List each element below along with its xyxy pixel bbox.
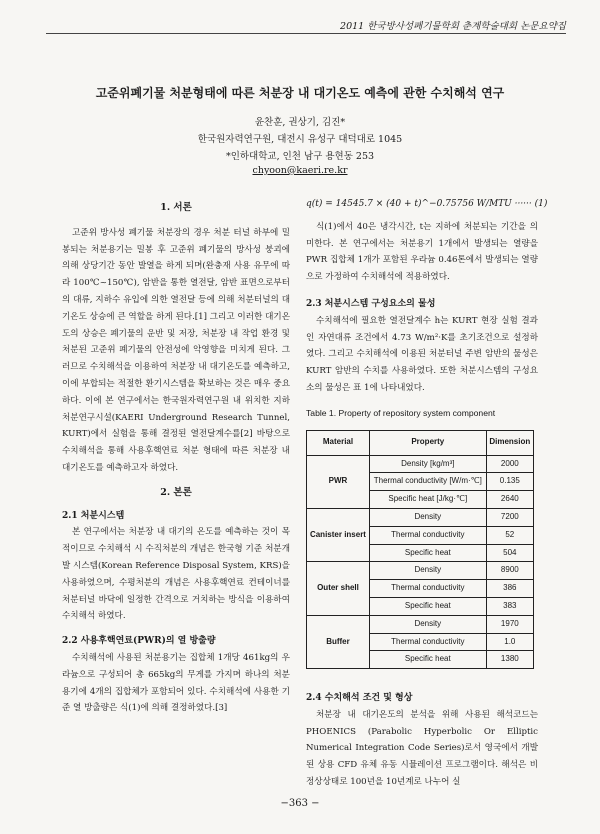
dimension-cell: 386 <box>486 580 533 598</box>
property-cell: Specific heat <box>369 597 486 615</box>
author-names: 윤찬훈, 권상기, 김진* <box>254 117 346 128</box>
dimension-cell: 8900 <box>486 562 533 580</box>
subsection-2-2-heading: 2.2 사용후핵연료(PWR)의 열 방출량 <box>62 636 216 647</box>
table-header-cell: Material <box>307 430 370 455</box>
dimension-cell: 1.0 <box>486 633 533 651</box>
property-cell: Specific heat [J/kg·℃] <box>369 491 486 509</box>
affiliation-1: 한국원자력연구원, 대전시 유성구 대덕대로 1045 <box>197 134 403 145</box>
property-cell: Specific heat <box>369 651 486 669</box>
page-number: −363 − <box>280 798 320 809</box>
subsection-2-2-paragraph: 수치해석에 사용된 처분용기는 집합체 1개당 461kg의 우라늄으로 구성되어 총 665kg의 무게를 가지며 하나의 처분용기에 4개의 집합체가 포함되어 있다. 수치해석에 사용한 기준 열 방출량은 식(1)에 의해 결정하였다.[3] <box>62 652 290 714</box>
property-cell: Thermal conductivity [W/m·℃] <box>369 473 486 491</box>
dimension-cell: 1970 <box>486 615 533 633</box>
dimension-cell: 2000 <box>486 455 533 473</box>
property-cell: Thermal conductivity <box>369 633 486 651</box>
property-cell: Density <box>369 508 486 526</box>
affiliation-2: *인하대학교, 인천 남구 용현동 253 <box>225 151 375 162</box>
table-header-cell: Property <box>369 430 486 455</box>
property-cell: Specific heat <box>369 544 486 562</box>
property-cell: Density <box>369 615 486 633</box>
paper-title: 고준위폐기물 처분형태에 따른 처분장 내 대기온도 예측에 관한 수치해석 연구 <box>95 86 505 100</box>
section-intro-heading: 1. 서론 <box>160 202 192 213</box>
subsection-2-1-paragraph: 본 연구에서는 처분장 내 대기의 온도를 예측하는 것이 목적이므로 수치해석 시 수직처분의 개념은 한국형 기준 처분개발 시스템(Korean Reference Disposal System, KRS)을 사용하였으며, 수평처분의 개념은 사용후핵연료 컨테이너를 처분터널 바닥에 일정한 간격으로 거치하는 방식을 이용하여 수치해석 하였다. <box>62 527 290 622</box>
dimension-cell: 0.135 <box>486 473 533 491</box>
section-body-heading: 2. 본론 <box>160 486 192 498</box>
material-cell: Outer shell <box>307 562 370 615</box>
table-row <box>307 508 534 526</box>
dimension-cell: 504 <box>486 544 533 562</box>
author-email[interactable]: chyoon@kaeri.re.kr <box>252 165 348 176</box>
table-caption: Table 1. Property of repository system component <box>306 407 496 418</box>
subsection-2-3-paragraph: 수치해석에 필요한 열전달계수 h는 KURT 현장 실험 결과인 자연대류 조건에서 4.73 W/m²·K를 초기조건으로 설정하였다. 그리고 수치해석에 이용된 처분터널 주변 암반의 물성은 KURT 암반의 수치를 사용하였다. 또한 처분시스템의 구성요소의 물성은 표 1에 나타내었다. <box>306 315 538 393</box>
table-header-cell: Dimension <box>486 430 533 455</box>
dimension-cell: 52 <box>486 526 533 544</box>
header-rule <box>46 33 566 34</box>
table-row <box>307 615 534 633</box>
subsection-2-4-heading: 2.4 수치해석 조건 및 형상 <box>306 693 413 703</box>
equation-explanation: 식(1)에서 40은 냉각시간, t는 지하에 처분되는 기간을 의미한다. 본 연구에서는 처분용기 1개에서 발생되는 열량을 PWR 집합체 1개가 포함된 우라늄 0.46톤에서 발생되는 열량으로 가정하여 수치해석에 적용하였다. <box>306 221 538 283</box>
dimension-cell: 2640 <box>486 491 533 509</box>
property-cell: Thermal conductivity <box>369 580 486 598</box>
property-cell: Density [kg/m³] <box>369 455 486 473</box>
material-cell: PWR <box>307 455 370 508</box>
subsection-2-3-heading: 2.3 처분시스템 구성요소의 물성 <box>306 298 436 309</box>
dimension-cell: 1380 <box>486 651 533 669</box>
right-column <box>306 196 548 669</box>
material-cell: Buffer <box>307 615 370 668</box>
dimension-cell: 7200 <box>486 508 533 526</box>
intro-paragraph: 고준위 방사성 폐기물 처분장의 경우 처분 터널 하부에 밀봉되는 처분용기는 밀봉 후 고준위 폐기물의 방사성 붕괴에 의해 상당기간 동안 발열을 하게 되며(완충재 사용 유무에 따라 100℃~150℃), 암반을 통한 열전달, 암반 표면으로부터의 대류, 지하수 유입에 의한 열전달 등에 의해 처분터널의 대기온도 상승에 큰 역할을 하게 된다.[1] 그리고 이러한 대기온도의 상승은 폐기물의 운반 및 저장, 처분장 내 작업 환경 및 처분된 고준위 폐기물의 안전성에 악영향을 미치게 된다. 그러므로 수치해석을 이용하여 처분장 내 대기온도를 예측하고, 이에 부합되는 적절한 환기시스템을 확보하는 것은 매우 중요하다. 이에 본 연구에서는 한국원자력연구원 내 위치한 지하처분연구시설(KAERI Underground Research Tunnel, KURT)에서 실험을 통해 결정된 열전달계수를[2] 바탕으로 수치해석을 통해 사용후핵연료 처분 형태에 따른 처분장 내 대기온도를 예측하고자 하였다. <box>62 227 290 473</box>
property-table <box>306 430 534 670</box>
property-cell: Thermal conductivity <box>369 526 486 544</box>
material-cell: Canister insert <box>307 508 370 561</box>
subsection-2-1-heading: 2.1 처분시스템 <box>62 510 125 521</box>
left-column <box>62 200 290 717</box>
dimension-cell: 383 <box>486 597 533 615</box>
right-column-lower <box>306 690 538 791</box>
subsection-2-4-paragraph: 처분장 내 대기온도의 분석을 위해 사용된 해석코드는 PHOENICS (Parabolic Hyperbolic Or Elliptic Numerical Integration Code Series)로서 영국에서 개발된 상용 CFD 유체 유동 시뮬레이션 프로그램이다. 해석은 비정상상태로 100년을 10년계로 나누어 실 <box>306 709 538 787</box>
table-row <box>307 562 534 580</box>
property-cell: Density <box>369 562 486 580</box>
table-row <box>307 455 534 473</box>
proceedings-header: 2011 한국방사성폐기물학회 춘계학술대회 논문요약집 <box>340 21 566 32</box>
heat-equation: q(t) = 14545.7 × (40 + t)^−0.75756 W/MTU ······ (1) <box>306 199 548 209</box>
